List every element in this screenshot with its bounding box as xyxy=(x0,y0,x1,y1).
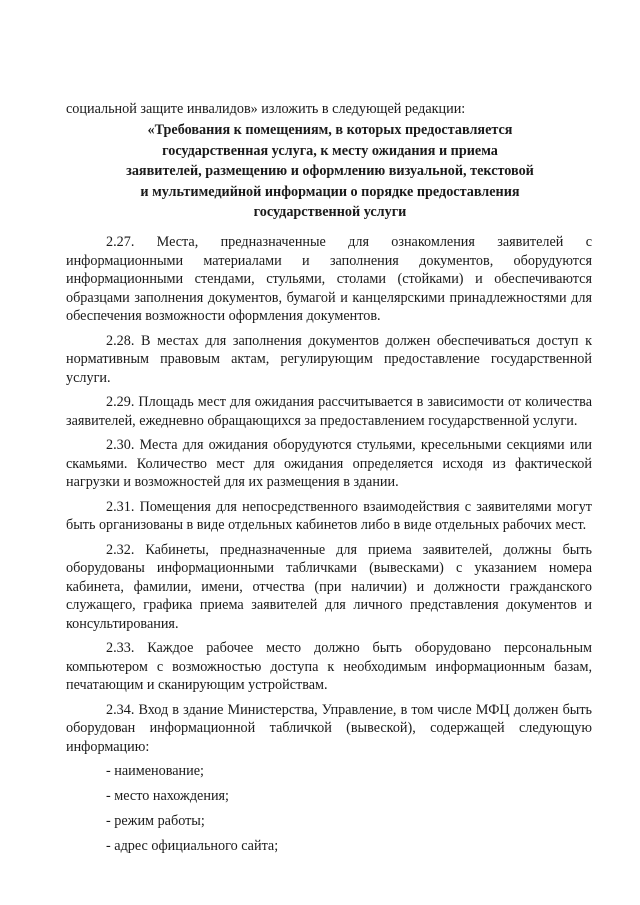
paragraph-2-32: 2.32. Кабинеты, предназначенные для приема заявителей, должны быть оборудованы информационными табличками (вывесками) с указанием номера кабинета, фамилии, имени, отчества (при наличии) и должности гражданского служащего, графика приема заявителей для личного представления документов и консультирования. xyxy=(66,541,592,632)
heading-line: «Требования к помещениям, в которых предоставляется xyxy=(147,122,513,138)
paragraph-2-34: 2.34. Вход в здание Министерства, Управление, в том числе МФЦ должен быть оборудован информационной табличкой (вывеской), содержащей следующую информацию: xyxy=(66,701,592,755)
section-heading xyxy=(100,120,560,223)
paragraph-2-30: 2.30. Места для ожидания оборудуются стульями, кресельными секциями или скамьями. Количество мест для ожидания определяется исходя из фактической нагрузки и возможностей для их размещения в здании. xyxy=(66,437,592,490)
paragraph-2-27: 2.27. Места, предназначенные для ознакомления заявителей с информационными материалами и заполнения документов, оборудуются информационными стендами, стульями, столами (стойками) и обеспечиваются образцами заполнения документов, бумагой и канцелярскими принадлежностями для обеспечения возможности оформления документов. xyxy=(66,234,592,324)
heading-line: и мультимедийной информации о порядке предоставления xyxy=(140,183,520,200)
list-item: - адрес официального сайта; xyxy=(106,838,279,854)
paragraph-2-28: 2.28. В местах для заполнения документов должен обеспечиваться доступ к нормативным правовым актам, регулирующим предоставление государственной услуги. xyxy=(66,332,592,386)
paragraph-2-31: 2.31. Помещения для непосредственного взаимодействия с заявителями могут быть организованы в виде отдельных кабинетов либо в виде отдельных рабочих мест. xyxy=(66,498,592,533)
list-item: - режим работы; xyxy=(106,813,205,829)
info-list xyxy=(66,762,592,856)
heading-line: заявителей, размещению и оформлению визуальной, текстовой xyxy=(126,163,534,179)
document-body xyxy=(66,233,592,862)
heading-line: государственная услуга, к месту ожидания и приема xyxy=(162,142,498,159)
paragraph-2-33: 2.33. Каждое рабочее место должно быть оборудовано персональным компьютером с возможностью доступа к необходимым информационным базам, печатающим и сканирующим устройствам. xyxy=(66,640,592,693)
heading-line: государственной услуги xyxy=(253,204,407,220)
list-item: - наименование; xyxy=(106,763,204,779)
list-item: - место нахождения; xyxy=(106,788,230,804)
paragraph-2-29: 2.29. Площадь мест для ожидания рассчитывается в зависимости от количества заявителей, ежедневно обращающихся за предоставлением государственной услуги. xyxy=(66,394,592,429)
intro-line: социальной защите инвалидов» изложить в следующей редакции: xyxy=(66,101,466,117)
